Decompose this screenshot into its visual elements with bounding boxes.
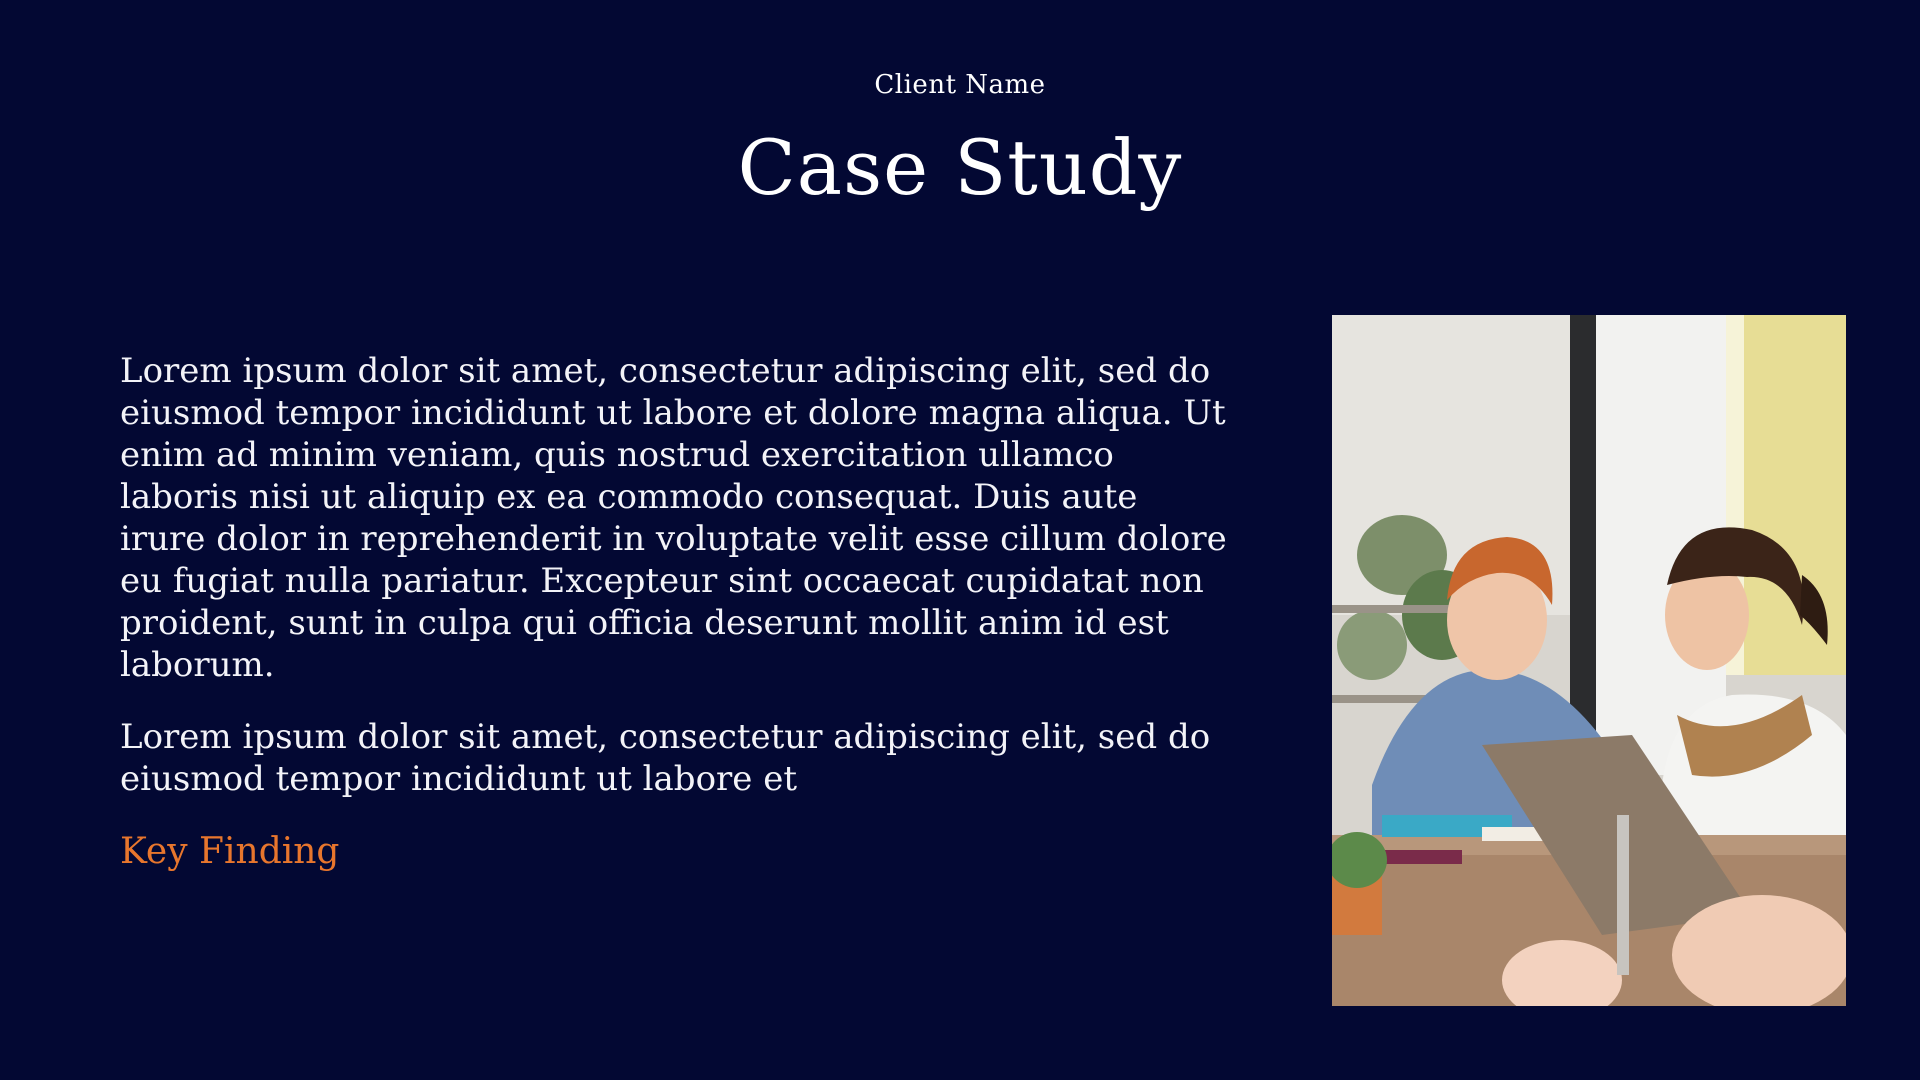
page-title: Case Study bbox=[737, 123, 1183, 212]
client-name: Client Name bbox=[874, 70, 1046, 100]
body-paragraph-2: Lorem ipsum dolor sit amet, consectetur adipiscing elit, sed do eiusmod tempor incididunt ut labore et bbox=[120, 717, 1211, 799]
case-study-photo bbox=[1332, 315, 1846, 1006]
body-text bbox=[120, 350, 1230, 874]
body-paragraph-1: Lorem ipsum dolor sit amet, consectetur adipiscing elit, sed do eiusmod tempor incididunt ut labore et dolore magna aliqua. Ut enim ad minim veniam, quis nostrud exercitation ullamco laboris nisi ut aliquip ex ea commodo consequat. Duis aute irure dolor in reprehenderit in voluptate velit esse cillum dolore eu fugiat nulla pariatur. Excepteur sint occaecat cupidatat non proident, sunt in culpa qui officia deserunt mollit anim id est laborum. bbox=[120, 351, 1227, 685]
key-finding-heading: Key Finding bbox=[120, 831, 340, 872]
